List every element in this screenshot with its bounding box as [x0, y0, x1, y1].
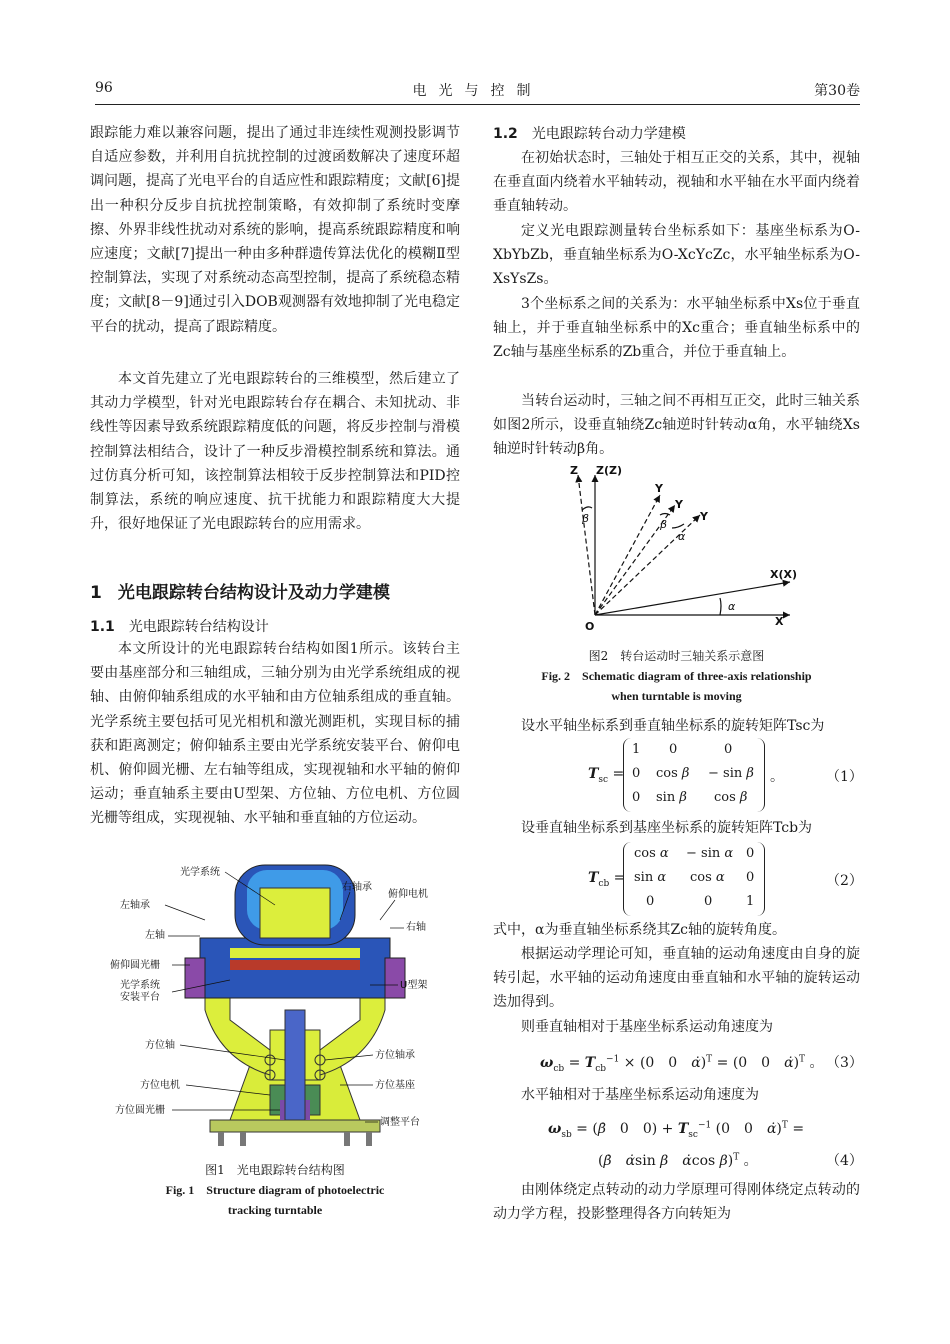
fig1-label-pitch-motor: 俯仰电机	[388, 889, 428, 900]
equation-1-period: 。	[770, 769, 784, 785]
right-paragraph-2: 定义光电跟踪测量转台坐标系如下：基座坐标系为O-XbYbZb，垂直轴坐标系为O-XcYcZc，水平轴坐标系为O-XsYsZs。	[493, 223, 860, 288]
fig1-label-azimuth-grating: 方位圆光栅	[115, 1105, 165, 1116]
left-paragraph-1: 跟踪能力难以兼容问题，提出了通过非连续性观测投影调节自适应参数，并利用自抗扰控制的过渡函数解决了速度环超调问题，提高了光电平台的自适应性和跟踪精度；文献[6]提出一种积分反步自抗扰控制策略，有效抑制了系统时变摩擦、外界非线性扰动对系统的影响，提高系统跟踪精度和响应速度；文献[7]提出一种由多种群遗传算法优化的模糊Ⅱ型控制算法，实现了对系统动态高型控制，提高了系统稳态精度；文献[8－9]通过引入DOB观测器有效地抑制了光电稳定平台的扰动，提高了跟踪精度。	[90, 125, 460, 335]
fig1-label-optical: 光学系统	[180, 867, 220, 878]
right-paragraph-6: 设垂直轴坐标系到基座坐标系的旋转矩阵Tcb为	[521, 820, 813, 836]
fig1-label-u-frame: U型架	[400, 980, 428, 991]
figure-1-caption: 图1 光电跟踪转台结构图 Fig. 1 Structure diagram of photoelectric tracking turntable	[165, 1163, 385, 1217]
right-paragraph-4: 当转台运动时，三轴之间不再相互正交，此时三轴关系如图2所示，设垂直轴绕Zc轴逆时针转动α角，水平轴绕Xs轴逆时针转动β角。	[493, 393, 860, 458]
fig1-label-azimuth-bearing: 方位轴承	[375, 1050, 415, 1061]
equation-3: $\omega_{cb} = T_{cb}^{-1} \times (0$ 0 α̇)$^T$ = (0 0 α̇)$^T$ 。	[540, 1054, 824, 1074]
fig1-label-azimuth-base: 方位基座	[375, 1080, 415, 1091]
fig1-label-adjust-platform: 调整平台	[380, 1117, 420, 1128]
fig1-label-left-bearing: 左轴承	[120, 900, 150, 911]
equation-2-lhs: $T_{cb}$ =	[588, 870, 626, 889]
equation-4-line-1: $\omega_{sb}$ = (β̇ 0 $0) + T_{sc}^{-1}$ (0 0 α̇)$^T$ =	[548, 1120, 805, 1140]
right-paragraph-10: 水平轴相对于基座坐标系运动角速度为	[521, 1087, 759, 1103]
svg-text:Z: Z	[570, 464, 578, 477]
svg-text:α: α	[678, 530, 686, 543]
fig1-label-right-bearing: 右轴承	[342, 882, 372, 893]
figure-2-axes-diagram	[560, 460, 800, 640]
equation-2-number: （2）	[826, 873, 863, 889]
running-header	[95, 80, 860, 102]
svg-text:β: β	[660, 518, 668, 531]
equation-2-matrix: cos α − sin α 0 sin α cos α 0 0 0 1	[623, 842, 765, 916]
header-rule	[95, 104, 860, 105]
svg-text:α: α	[728, 600, 736, 613]
section-1-heading: 1 光电跟踪转台结构设计及动力学建模	[90, 583, 390, 603]
right-paragraph-8: 根据运动学理论可知，垂直轴的运动角速度由自身的旋转引起，水平轴的运动角速度由垂直轴和水平轴的旋转运动迭加得到。	[493, 946, 860, 1011]
right-paragraph-1: 在初始状态时，三轴处于相互正交的关系，其中，视轴在垂直面内绕着水平轴转动，视轴和水平轴在水平面内绕着垂直轴转动。	[493, 150, 860, 215]
journal-name: 电光与控制	[412, 83, 543, 99]
svg-text:Z(Z): Z(Z)	[596, 464, 623, 477]
figure-1-turntable-diagram	[110, 860, 440, 1155]
svg-text:Y: Y	[700, 510, 708, 523]
fig1-label-pitch-grating: 俯仰圆光栅	[110, 960, 160, 971]
svg-text:X: X	[775, 615, 784, 628]
right-paragraph-7: 式中，α为垂直轴坐标系绕其Zc轴的旋转角度。	[493, 922, 787, 938]
fig1-label-left-shaft: 左轴	[145, 930, 165, 941]
right-paragraph-5: 设水平轴坐标系到垂直轴坐标系的旋转矩阵Tsc为	[521, 718, 825, 734]
left-paragraph-2: 本文首先建立了光电跟踪转台的三维模型，然后建立了其动力学模型，针对光电跟踪转台存在耦合、未知扰动、非线性等因素导致系统跟踪精度低的问题，将反步控制与滑模控制算法相结合，设计了一种反步滑模控制系统和算法。通过仿真分析可知，该控制算法相较于反步控制算法和PID控制算法，系统的响应速度、抗干扰能力和跟踪精度大大提升，很好地保证了光电跟踪转台的应用需求。	[90, 371, 460, 533]
fig1-label-azimuth-shaft: 方位轴	[145, 1040, 175, 1051]
right-paragraph-3: 3个坐标系之间的关系为：水平轴坐标系中Xs位于垂直轴上，并于垂直轴坐标系中的Xc重合；垂直轴坐标系中的Zc轴与基座坐标系的Zb重合，并位于垂直轴上。	[493, 296, 860, 361]
figure-2-caption: 图2 转台运动时三轴关系示意图 Fig. 2 Schematic diagram of three-axis relationship when turntable is moving	[541, 649, 812, 703]
page-number: 96	[95, 80, 113, 96]
right-paragraph-9: 则垂直轴相对于基座坐标系运动角速度为	[521, 1019, 773, 1035]
svg-text:Y: Y	[655, 482, 663, 495]
svg-text:X(X): X(X)	[770, 568, 798, 581]
right-paragraph-11: 由刚体绕定点转动的动力学原理可得刚体绕定点转动的动力学方程，投影整理得各方向转矩为	[493, 1182, 860, 1223]
equation-1-number: （1）	[826, 769, 863, 785]
equation-1-lhs: $T_{sc}$ =	[588, 766, 625, 785]
volume-label: 第30卷	[814, 83, 860, 99]
svg-text:O: O	[585, 620, 595, 633]
section-1-2-heading: 1.2 光电跟踪转台动力学建模	[493, 126, 686, 142]
left-paragraph-3: 本文所设计的光电跟踪转台结构如图1所示。该转台主要由基座部分和三轴组成，三轴分别为由光学系统组成的视轴、由俯仰轴系组成的水平轴和由方位轴系组成的垂直轴。光学系统主要包括可见光相机和激光测距机，实现目标的捕获和距离测定；俯仰轴系主要由光学系统安装平台、俯仰电机、俯仰圆光栅、左右轴等组成，实现视轴和水平轴的俯仰运动；垂直轴系主要由U型架、方位轴、方位电机、方位圆光栅等组成，实现视轴、水平轴和垂直轴的方位运动。	[90, 641, 460, 827]
fig1-label-optical-platform-2: 安装平台	[120, 992, 160, 1003]
svg-text:Y: Y	[675, 498, 683, 511]
equation-4-number: （4）	[826, 1153, 863, 1169]
fig1-label-right-shaft: 右轴	[406, 922, 426, 933]
equation-3-number: （3）	[826, 1055, 863, 1071]
section-1-1-heading: 1.1 光电跟踪转台结构设计	[90, 619, 269, 635]
fig1-label-azimuth-motor: 方位电机	[140, 1080, 180, 1091]
fig1-label-optical-platform-1: 光学系统	[120, 980, 160, 991]
equation-1-matrix: 1 0 0 0 cos β − sin β 0 sin β cos β	[623, 738, 765, 812]
equation-4-line-2: (β̇ α̇sin β α̇cos β)$^T$ 。	[598, 1152, 758, 1169]
svg-text:β: β	[582, 512, 590, 525]
